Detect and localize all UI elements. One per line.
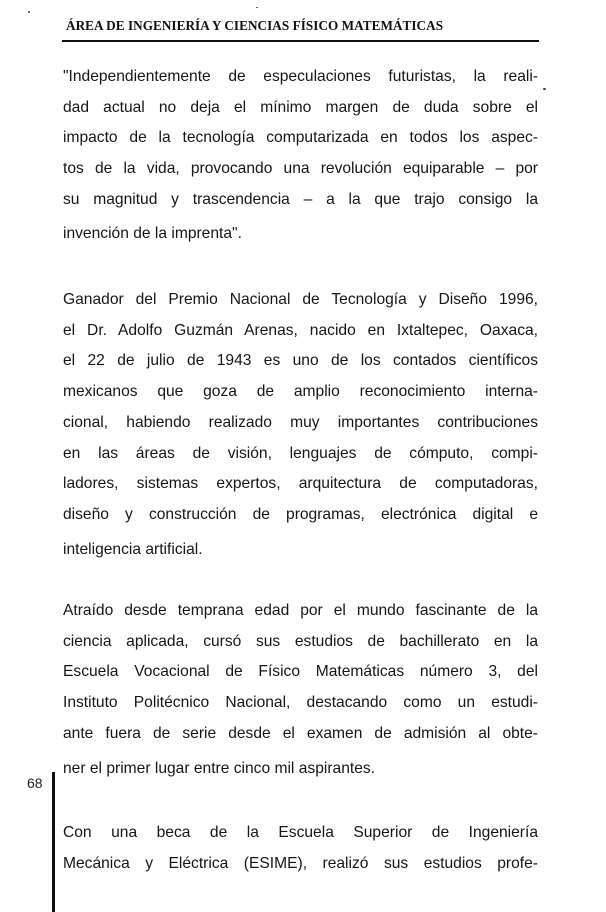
margin-rule bbox=[52, 772, 55, 912]
header-rule bbox=[62, 40, 539, 42]
text-line: Con una beca de la Escuela Superior de Ingeniería bbox=[63, 824, 538, 841]
scan-speck bbox=[28, 11, 30, 13]
text-line: "Independientemente de especulaciones futuristas, la reali- bbox=[63, 68, 538, 85]
text-line: ante fuera de serie desde el examen de admisión al obte- bbox=[63, 725, 538, 742]
text-line: el Dr. Adolfo Guzmán Arenas, nacido en Ixtaltepec, Oaxaca, bbox=[63, 322, 538, 339]
text-line: su magnitud y trascendencia – a la que trajo consigo la bbox=[63, 191, 538, 208]
page-number: 68 bbox=[27, 775, 43, 791]
text-line: en las áreas de visión, lenguajes de cómputo, compi- bbox=[63, 445, 538, 462]
text-line: mexicanos que goza de amplio reconocimiento interna- bbox=[63, 383, 538, 400]
text-line: inteligencia artificial. bbox=[63, 541, 203, 558]
text-line: cional, habiendo realizado muy importantes contribuciones bbox=[63, 414, 538, 431]
text-line: ciencia aplicada, cursó sus estudios de bachillerato en la bbox=[63, 633, 538, 650]
text-line: impacto de la tecnología computarizada en todos los aspec- bbox=[63, 129, 538, 146]
text-line: ladores, sistemas expertos, arquitectura de computadoras, bbox=[63, 475, 538, 492]
text-line: ner el primer lugar entre cinco mil aspirantes. bbox=[63, 760, 376, 777]
text-line: Instituto Politécnico Nacional, destacando como un estudi- bbox=[63, 694, 538, 711]
running-header: ÁREA DE INGENIERÍA Y CIENCIAS FÍSICO MATEMÁTICAS bbox=[66, 18, 444, 33]
text-line: Ganador del Premio Nacional de Tecnología y Diseño 1996, bbox=[63, 291, 538, 308]
text-line: tos de la vida, provocando una revolución equiparable – por bbox=[63, 160, 538, 177]
text-line: Mecánica y Eléctrica (ESIME), realizó sus estudios profe- bbox=[63, 855, 538, 872]
text-line: dad actual no deja el mínimo margen de duda sobre el bbox=[63, 99, 538, 116]
text-line: invención de la imprenta". bbox=[63, 225, 242, 242]
scan-speck bbox=[256, 7, 258, 8]
text-line: diseño y construcción de programas, electrónica digital e bbox=[63, 506, 538, 523]
text-line: Atraído desde temprana edad por el mundo fascinante de la bbox=[63, 602, 538, 619]
scan-speck bbox=[543, 88, 546, 90]
text-line: Escuela Vocacional de Físico Matemáticas número 3, del bbox=[63, 663, 538, 680]
text-line: el 22 de julio de 1943 es uno de los contados científicos bbox=[63, 352, 538, 369]
